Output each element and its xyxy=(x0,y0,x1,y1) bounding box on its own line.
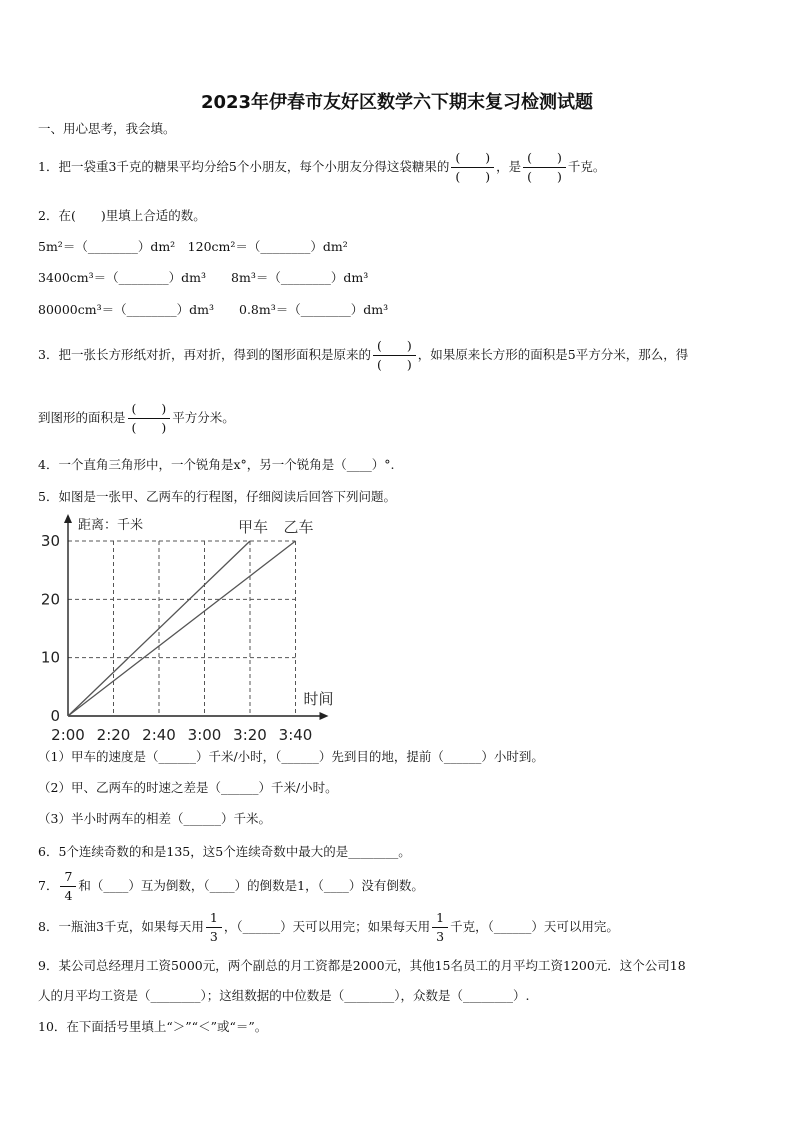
q7-text: 和（____）互为倒数，（____）的倒数是1，（____）没有倒数。 xyxy=(78,878,424,893)
question-2-row-3: 80000cm³＝（________）dm³ 0.8m³＝（________）dm³ xyxy=(38,302,389,317)
y-axis-arrow xyxy=(64,514,72,523)
q8-fraction-1: $\frac{1}{3}$ xyxy=(206,909,222,946)
x-tick-label: 2:20 xyxy=(96,726,131,744)
question-10: 10．在下面括号里填上“＞”“＜”或“＝”。 xyxy=(38,1019,268,1034)
page-title: 2023年伊春市友好区数学六下期末复习检测试题 xyxy=(200,92,594,113)
q8-text-end: 千克，（______）天可以用完。 xyxy=(450,919,619,934)
x-tick-label: 3:40 xyxy=(278,726,313,744)
series-label: 乙车 xyxy=(283,518,314,536)
y-axis-label: 距离：千米 xyxy=(78,518,144,533)
x-axis-label: 时间 xyxy=(303,690,334,708)
q1-fraction-blank-2: $\frac{( )}{( )}$ xyxy=(523,149,566,186)
question-2-row-1: 5m²＝（________）dm² 120cm²＝（________）dm² xyxy=(38,239,348,254)
q3-fraction-blank-1: $\frac{( )}{( )}$ xyxy=(373,337,416,374)
section-heading: 一、用心思考，我会填。 xyxy=(38,121,176,136)
x-axis-arrow xyxy=(320,712,329,720)
y-tick-label: 0 xyxy=(50,707,60,725)
question-9-line-2: 人的月平均工资是（________）；这组数据的中位数是（________），众数是（________）. xyxy=(38,988,530,1003)
q8-text: 8．一瓶油3千克，如果每天用 xyxy=(38,919,204,934)
q1-text: 1．把一袋重3千克的糖果平均分给5个小朋友，每个小朋友分得这袋糖果的 xyxy=(38,159,450,174)
y-tick-label: 30 xyxy=(40,532,60,550)
question-1 xyxy=(38,149,605,186)
question-9-line-1: 9．某公司总经理月工资5000元，两个副总的月工资都是2000元，其他15名员工的月平均工资1200元．这个公司18 xyxy=(38,958,686,973)
y-tick-label: 20 xyxy=(40,590,60,609)
question-6: 6．5个连续奇数的和是135，这5个连续奇数中最大的是________。 xyxy=(38,844,411,859)
q3-text-b: ，如果原来长方形的面积是5平方分米，那么，得 xyxy=(417,347,689,362)
question-5-sub-1: （1）甲车的速度是（______）千米/小时，（______）先到目的地，提前（______）小时到。 xyxy=(38,749,544,764)
question-8 xyxy=(38,909,619,946)
question-5-heading: 5．如图是一张甲、乙两车的行程图，仔细阅读后回答下列问题。 xyxy=(38,489,396,504)
q3-text-d: 平方分米。 xyxy=(172,410,235,425)
x-tick-label: 2:40 xyxy=(142,726,176,744)
series-line xyxy=(68,541,296,716)
question-2-heading: 2．在( )里填上合适的数。 xyxy=(38,208,206,223)
q8-text-mid: ，（______）天可以用完；如果每天用 xyxy=(223,919,431,934)
chart-labels xyxy=(41,517,334,744)
question-3-line-1 xyxy=(38,337,688,374)
q8-fraction-2: $\frac{1}{3}$ xyxy=(432,909,448,946)
x-tick-label: 2:00 xyxy=(51,726,85,744)
question-3-line-2 xyxy=(38,400,235,437)
q7-prefix: 7． xyxy=(38,878,59,893)
q1-fraction-blank-1: $\frac{( )}{( )}$ xyxy=(451,149,494,186)
question-4: 4．一个直角三角形中，一个锐角是x°，另一个锐角是（____）°. xyxy=(38,457,395,472)
question-2-row-2: 3400cm³＝（________）dm³ 8m³＝（________）dm³ xyxy=(38,270,369,285)
series-label: 甲车 xyxy=(238,518,269,536)
x-tick-label: 3:20 xyxy=(233,726,267,744)
chart-series xyxy=(68,541,296,716)
q1-text-c: 千克。 xyxy=(567,159,606,174)
question-5-sub-2: （2）甲、乙两车的时速之差是（______）千米/小时。 xyxy=(38,780,338,795)
q3-text: 3．把一张长方形纸对折，再对折，得到的图形面积是原来的 xyxy=(38,347,371,362)
travel-chart xyxy=(30,510,350,750)
question-7 xyxy=(38,868,424,905)
q3-fraction-blank-2: $\frac{( )}{( )}$ xyxy=(128,400,171,437)
y-tick-label: 10 xyxy=(40,648,60,667)
q1-text-b: ，是 xyxy=(496,159,522,174)
question-5-sub-3: （3）半小时两车的相差（______）千米。 xyxy=(38,811,271,826)
q7-fraction: $\frac{7}{4}$ xyxy=(60,868,76,905)
q3-text-c: 到图形的面积是 xyxy=(38,410,126,425)
x-tick-label: 3:00 xyxy=(187,726,222,744)
